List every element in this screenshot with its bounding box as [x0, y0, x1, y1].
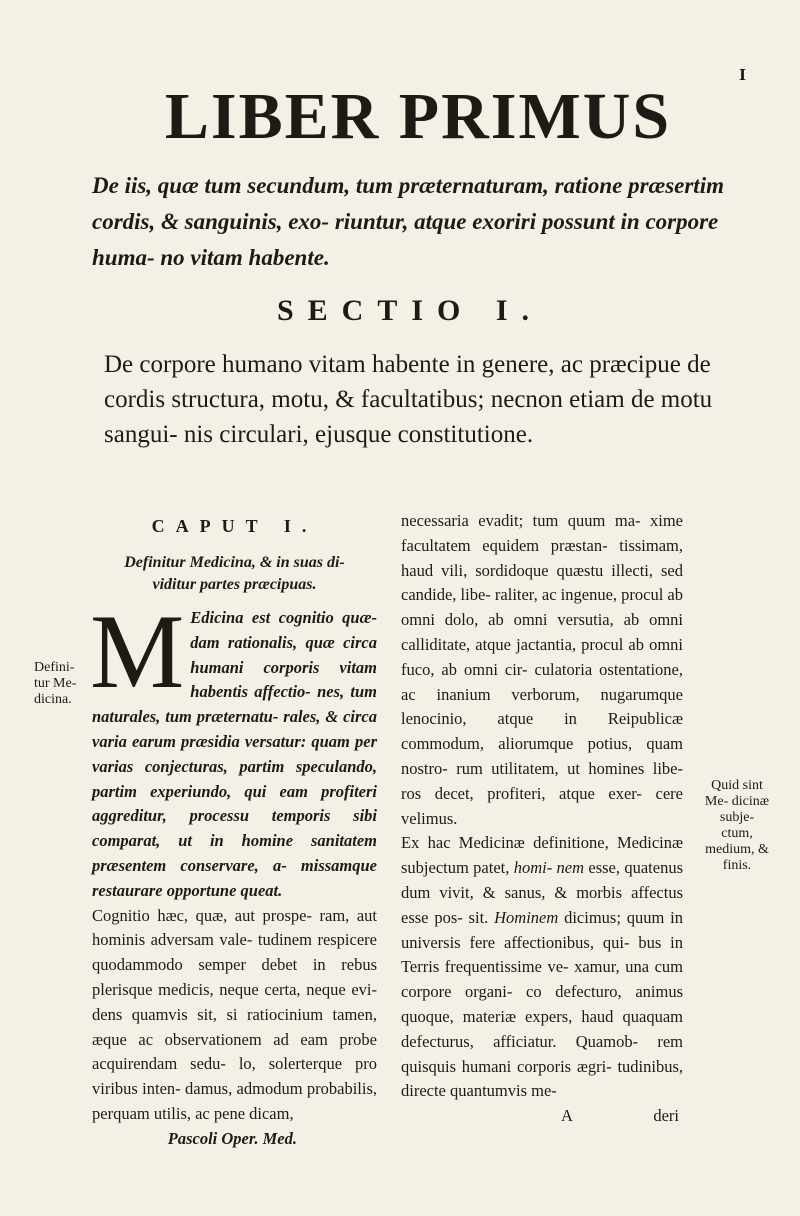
caput-summary: Definitur Medicina, & in suas di- viditur partes præcipuas.: [124, 554, 345, 593]
margin-note-right: Quid sint Me- dicinæ subje- ctum, medium, & finis.: [704, 778, 770, 873]
text-segment: dicimus; quum in universis fere affectionibus, qui- bus in Terris frequentissime ve- xamur, una cum corpore organi- co defecturo, animus quoque, materiæ expers, haud quaquam defecturus, afficiatur. Quamob- rem quisquis humani corporis ægri- tudinibus, directe quantumvis me-: [401, 907, 683, 1101]
book-title: LIBER PRIMUS: [164, 80, 672, 153]
page-footer: [401, 1104, 683, 1128]
definition-paragraph: [90, 593, 377, 904]
definition-text: Edicina est cognitio quæ- dam rationalis, quæ circa humani corporis vitam habentis affectio- nes, tum naturales, tum præternatu- rales, & circa varia earum præsidia versatur: quam per varias conjecturas, partim speculando, partim experiundo, qui eam profiteri aggreditur, processu temporis sibi comparat, ut in homine sanitatem præsentem conservare, a- missamque restaurare opportune queat.: [92, 608, 377, 900]
catchword: deri: [653, 1106, 679, 1126]
text-segment: esse, quatenus dum vivit, & sanus, & morbis affectus esse pos- sit.: [401, 858, 683, 927]
corner-mark: I: [739, 66, 747, 84]
emphasis-hominem-esse: homi- nem: [513, 858, 585, 878]
signature-mark: Pascoli Oper. Med.: [167, 1128, 297, 1148]
margin-note-left: Defini- tur Me- dicina.: [34, 660, 77, 707]
caput-heading: CAPUT I.: [151, 516, 318, 536]
paragraph-necessaria: necessaria evadit; tum quum ma- xime facultatem equidem præstan- tissimam, haud vili, sordidoque quæstu illecti, sed candide, libe- raliter, ac ingenue, procul ab omni dolo, ab omni versutia, ab omni calliditate, atque jactantia, procul ab omni fuco, ab omni cir- culatoria ostentatione, ac inanium verborum, nugarumque lenocinio, atque in Reipublicæ commodum, aliorumque potius, quam nostro- rum utilitatem, ut homines libe- ros decet, profiteri, atque exer- cere velimus.: [401, 511, 683, 828]
paragraph-definitione: [401, 831, 683, 1104]
text-segment: Ex hac Medicinæ definitione, Medicinæ subjectum patet,: [401, 833, 683, 878]
paragraph-cognitio: Cognitio hæc, quæ, aut prospe- ram, aut hominis adversam vale- tudinem respicere quodammodo semper debet in rebus plerisque medicis, neque certa, neque evi- dens quamvis sit, si ratiocinium tamen, æque ac observationem ad eam probe acquirendam sedu- lo, solerterque pro viribus inten- damus, admodum probabilis, perquam utilis, ac pene dicam,: [92, 905, 377, 1123]
signature-letter: A: [561, 1106, 573, 1126]
right-column: [401, 509, 683, 1128]
emphasis-hominem: Hominem: [494, 907, 559, 927]
section-summary: De corpore humano vitam habente in genere, ac præcipue de cordis structura, motu, & facultatibus; necnon etiam de motu sangui- nis circulari, ejusque constitutione.: [104, 351, 713, 448]
drop-cap-initial: M: [90, 593, 185, 710]
book-subtitle: De iis, quæ tum secundum, tum præternaturam, ratione præsertim cordis, & sanguinis, exo- riuntur, atque exoriri possunt in corpore huma- no vitam habente.: [92, 173, 724, 270]
section-heading: SECTIO I.: [276, 294, 544, 327]
left-column: [92, 514, 377, 1152]
